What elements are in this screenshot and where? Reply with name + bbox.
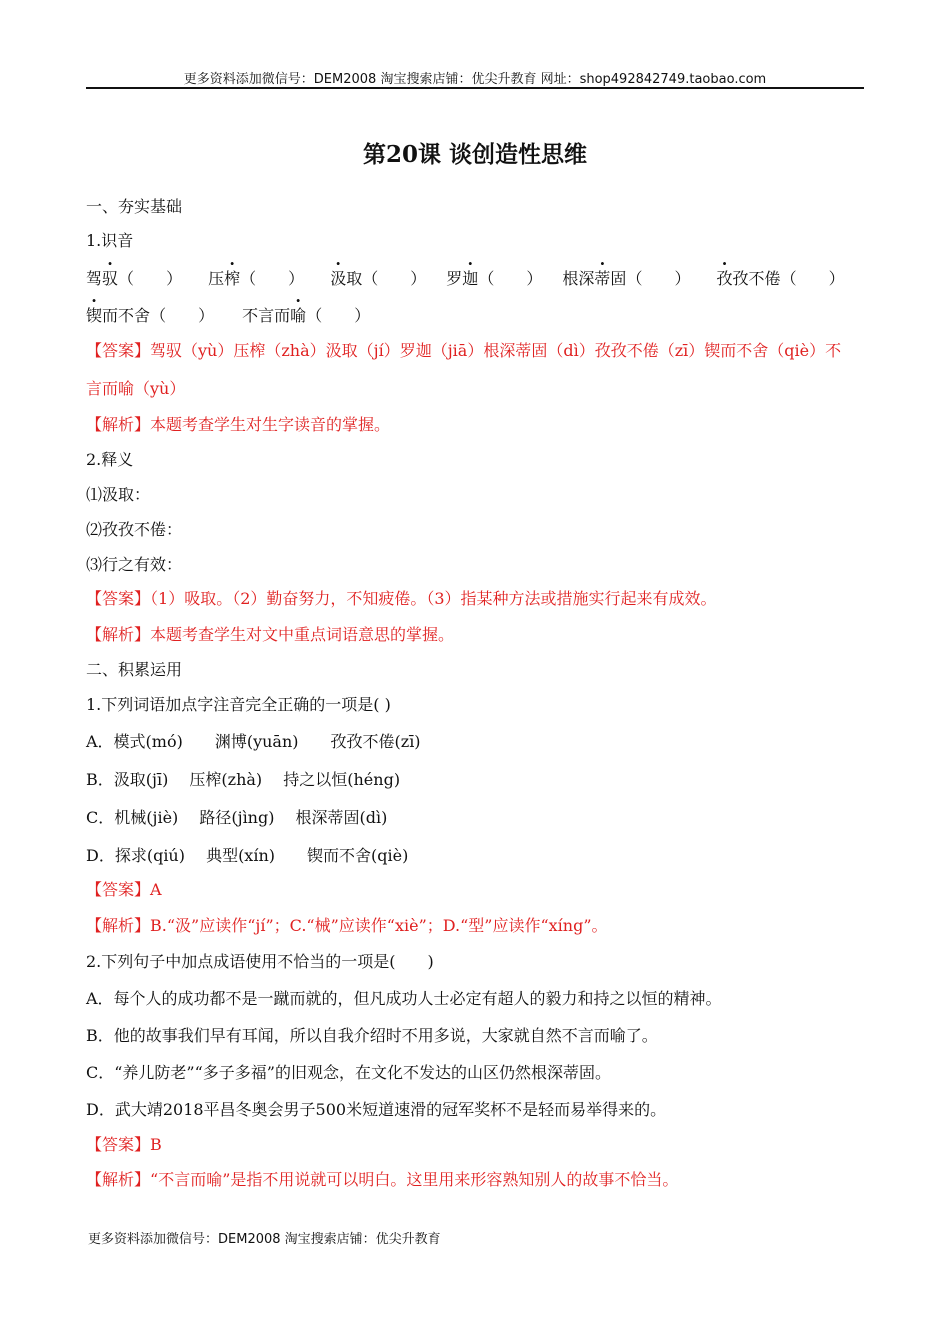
- q2-analysis: [86, 624, 454, 646]
- pronunciation-row-2: [86, 305, 370, 327]
- emphasis-char: 喻: [290, 306, 307, 325]
- word-item: 压榨（ ）: [208, 269, 305, 288]
- answer-tag: 【答案】: [86, 589, 151, 608]
- answer-tag: 【答案】: [86, 341, 151, 360]
- emphasis-char: 蒂: [594, 269, 611, 288]
- answer-tag: 【答案】: [86, 880, 151, 899]
- section1-heading: 一、夯实基础: [86, 197, 183, 216]
- mc1-analysis: [86, 915, 608, 937]
- mc1-answer: [86, 879, 162, 901]
- mc1-option-c: C．机械(jiè) 路径(jìng) 根深蒂固(dì): [86, 808, 388, 827]
- word-item: 罗迦（ ）: [446, 269, 543, 288]
- analysis-tag: 【解析】: [86, 415, 151, 434]
- analysis-text: 本题考查学生对生字读音的掌握。: [150, 415, 391, 434]
- q2-item: ⑴汲取：: [86, 485, 151, 504]
- mc1-option-b: B．汲取(jī) 压榨(zhà) 持之以恒(héng): [86, 770, 401, 789]
- q1-analysis: [86, 414, 390, 436]
- mc1-option-a: A．模式(mó) 渊博(yuān) 孜孜不倦(zī): [86, 732, 421, 751]
- word-item: 孜孜不倦（ ）: [716, 269, 845, 288]
- mc2-stem: 2.下列句子中加点成语使用不恰当的一项是( ): [86, 952, 434, 971]
- mc2-analysis: [86, 1169, 678, 1191]
- answer-text: （1）吸取。（2）勤奋努力，不知疲倦。（3）指某种方法或措施实行起来有成效。: [150, 589, 717, 608]
- word-item: 锲而不舍（ ）: [86, 306, 215, 325]
- q1-label: 1.识音: [86, 231, 134, 250]
- analysis-text: 本题考查学生对文中重点词语意思的掌握。: [150, 625, 455, 644]
- word-item: 根深蒂固（ ）: [562, 269, 691, 288]
- emphasis-char: 孜: [716, 269, 733, 288]
- analysis-text: B.“汲”应读作“jí”；C.“械”应读作“xiè”；D.“型”应读作“xíng”。: [150, 916, 608, 935]
- answer-tag: 【答案】: [86, 1135, 151, 1154]
- word-item: 不言而喻（ ）: [242, 306, 371, 325]
- analysis-tag: 【解析】: [86, 1170, 151, 1189]
- mc2-option-b: B．他的故事我们早有耳闻，所以自我介绍时不用多说，大家就自然不言而喻了。: [86, 1026, 658, 1045]
- emphasis-char: 驭: [102, 269, 119, 288]
- mc1-option-d: D．探求(qiú) 典型(xín) 锲而不舍(qiè): [86, 846, 409, 865]
- q1-answer-cont: 言而喻（yù）: [86, 379, 186, 398]
- section2-heading: 二、积累运用: [86, 660, 183, 679]
- analysis-tag: 【解析】: [86, 916, 151, 935]
- analysis-tag: 【解析】: [86, 625, 151, 644]
- page-footer: 更多资料添加微信号：DEM2008 淘宝搜索店铺：优尖升教育: [88, 1232, 441, 1247]
- word-item: 驾驭（ ）: [86, 269, 183, 288]
- answer-text: 驾驭（yù）压榨（zhà）汲取（jí）罗迦（jiā）根深蒂固（dì）孜孜不倦（zī）锲而不舍（qiè）不: [150, 341, 842, 360]
- word-item: 汲取（ ）: [330, 269, 427, 288]
- page-header: 更多资料添加微信号：DEM2008 淘宝搜索店铺：优尖升教育 网址：shop492842749.taobao.com: [183, 72, 767, 87]
- mc2-option-a: A．每个人的成功都不是一蹴而就的，但凡成功人士必定有超人的毅力和持之以恒的精神。: [86, 989, 722, 1008]
- q2-answer: [86, 588, 717, 610]
- pronunciation-row-1: [86, 268, 845, 290]
- header-divider: [86, 87, 864, 89]
- mc1-stem: 1.下列词语加点字注音完全正确的一项是( ): [86, 695, 391, 714]
- mc2-option-d: D．武大靖2018平昌冬奥会男子500米短道速滑的冠军奖杯不是轻而易举得来的。: [86, 1100, 667, 1119]
- emphasis-char: 榨: [224, 269, 241, 288]
- mc2-option-c: C．“养儿防老”“多子多福”的旧观念，在文化不发达的山区仍然根深蒂固。: [86, 1063, 611, 1082]
- q2-item: ⑶行之有效：: [86, 555, 183, 574]
- emphasis-char: 汲: [330, 269, 347, 288]
- mc2-answer: [86, 1134, 162, 1156]
- page-title: 第20课 谈创造性思维: [362, 141, 587, 168]
- q1-answer: [86, 340, 841, 362]
- answer-text: B: [150, 1135, 162, 1154]
- q2-item: ⑵孜孜不倦：: [86, 520, 183, 539]
- q2-label: 2.释义: [86, 450, 134, 469]
- emphasis-char: 锲: [86, 306, 103, 325]
- answer-text: A: [150, 880, 162, 899]
- analysis-text: “不言而喻”是指不用说就可以明白。这里用来形容熟知别人的故事不恰当。: [150, 1170, 679, 1189]
- emphasis-char: 迦: [462, 269, 479, 288]
